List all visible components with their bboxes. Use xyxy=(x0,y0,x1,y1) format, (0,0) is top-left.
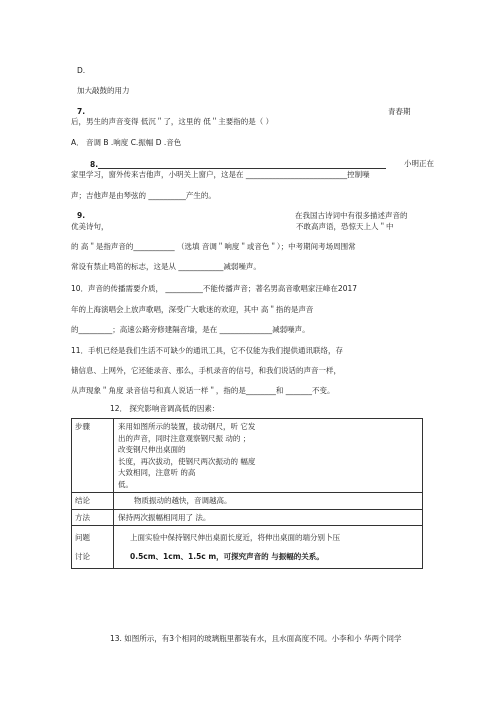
row-label-steps: 步骤 xyxy=(72,419,114,493)
table-row xyxy=(72,493,423,510)
q9-line-4: 常设有禁止鸣笛的标志，这是从 ____________减弱噪声。 xyxy=(71,262,261,271)
q7-number: 7. xyxy=(77,107,86,116)
method-content xyxy=(114,509,423,526)
discussion-line-1: 上面实验中保持钢尺伸出桌面长度近，将伸出桌面的端分别卜压 xyxy=(130,533,340,542)
q9-right-text: 在我国古诗词中有很多描述声音的 xyxy=(295,211,408,220)
q7-options: A． 音调 B .响度 C.振幅 D .音色 xyxy=(71,138,182,147)
row-label-discussion-2: 讨论 xyxy=(75,552,90,561)
q8-line-3: 声；吉他声是由琴弦的 __________产生的。 xyxy=(71,191,216,200)
q11-line-1: 11．手机已经是我们生活不可缺少的通讯工具，它不仅能为我们提供通讯联络，存 xyxy=(71,346,344,355)
steps-line: 低。 xyxy=(118,479,133,489)
row-label-conclusion: 结论 xyxy=(72,493,114,510)
q11-line-3: 从声现象＂角度 录音信号和真人说话一样＂，指的是________和 _______不变。 xyxy=(71,386,335,395)
q10-line-2: 年的上海演唱会上放声歌唱，深受广大歌迷的欢迎，其中 高＂指的是声音 xyxy=(71,305,314,314)
row-label-discussion xyxy=(72,526,114,569)
table-row xyxy=(72,526,423,569)
row-label-discussion-1: 问题 xyxy=(75,533,90,542)
steps-line: 大致相同，注意听 的高 xyxy=(118,468,196,477)
steps-line: 出的声音，同时注意观察钢尺振 动的 ； xyxy=(118,433,251,443)
q13-line-1: 13. 如图所示，有3个相同的玻璃瓶里都装有水，且水面高度不同。小李和小 华两个同学 xyxy=(110,634,402,643)
q7-question-text: 后，男生的声音变得 低沉＂了，这里的 低＂主要指的是（ ） xyxy=(71,117,274,126)
steps-line: 长度，再次拔动，使钢尺两次振动的 幅度 xyxy=(118,456,256,466)
method-text: 保持两次振幅相同用了 法。 xyxy=(118,512,211,522)
q10-line-3: 的_________；高速公路旁修建隔音墙，是在 ______________减弱噪声。 xyxy=(71,325,310,334)
q11-line-2: 储信息、上网外，它还能录音、那么，手机录音的信号，和我们说话的声音一样， xyxy=(71,366,341,375)
steps-content xyxy=(114,419,423,493)
row-label-method: 方法 xyxy=(72,509,114,526)
option-d-label: D. xyxy=(77,66,86,75)
steps-line: 改变钢尺伸出桌面的 xyxy=(118,445,186,454)
steps-line: 来用如图所示的装置，拔动钢尺，听 它发 xyxy=(118,422,256,431)
table-row xyxy=(72,419,423,493)
table-row xyxy=(72,509,423,526)
discussion-line-2: 0.5cm、1cm、1.5c m，可探究声音的 与振幅的关系。 xyxy=(130,552,324,561)
conclusion-content xyxy=(114,493,423,510)
q8-tail: 小明正在 xyxy=(404,159,434,168)
q9-line-2-right: 不敢高声语，恐惊天上人＂中 xyxy=(296,222,394,231)
q8-blank-line xyxy=(98,160,386,169)
q9-line-3: 的 高＂是指声音的___________ （选填 音调＂响度＂或音色＂）；中考期间考场周围常 xyxy=(71,242,356,251)
q8-line-2: 家里学习，窗外传来吉他声，小明关上窗户，这是在 ___________________________控制噪 xyxy=(71,170,370,179)
discussion-content xyxy=(114,526,423,569)
q9-line-2-left: 优美诗句， xyxy=(71,222,109,231)
q12-table xyxy=(71,418,423,569)
q7-tail: 青春期 xyxy=(388,107,411,116)
option-d-text: 加大敲鼓的用力 xyxy=(77,86,130,95)
q12-title: 12． 探究影响音调高低的因素： xyxy=(110,404,220,413)
q9-number: 9. xyxy=(77,211,86,220)
q8-number: 8. xyxy=(90,160,99,169)
conclusion-text: 物质振动的越快，音调越高。 xyxy=(134,496,232,505)
q10-line-1: 10．声音的传播需要介质， __________不能传播声音；著名男高音歌唱家汪峰在2017 xyxy=(71,284,358,293)
